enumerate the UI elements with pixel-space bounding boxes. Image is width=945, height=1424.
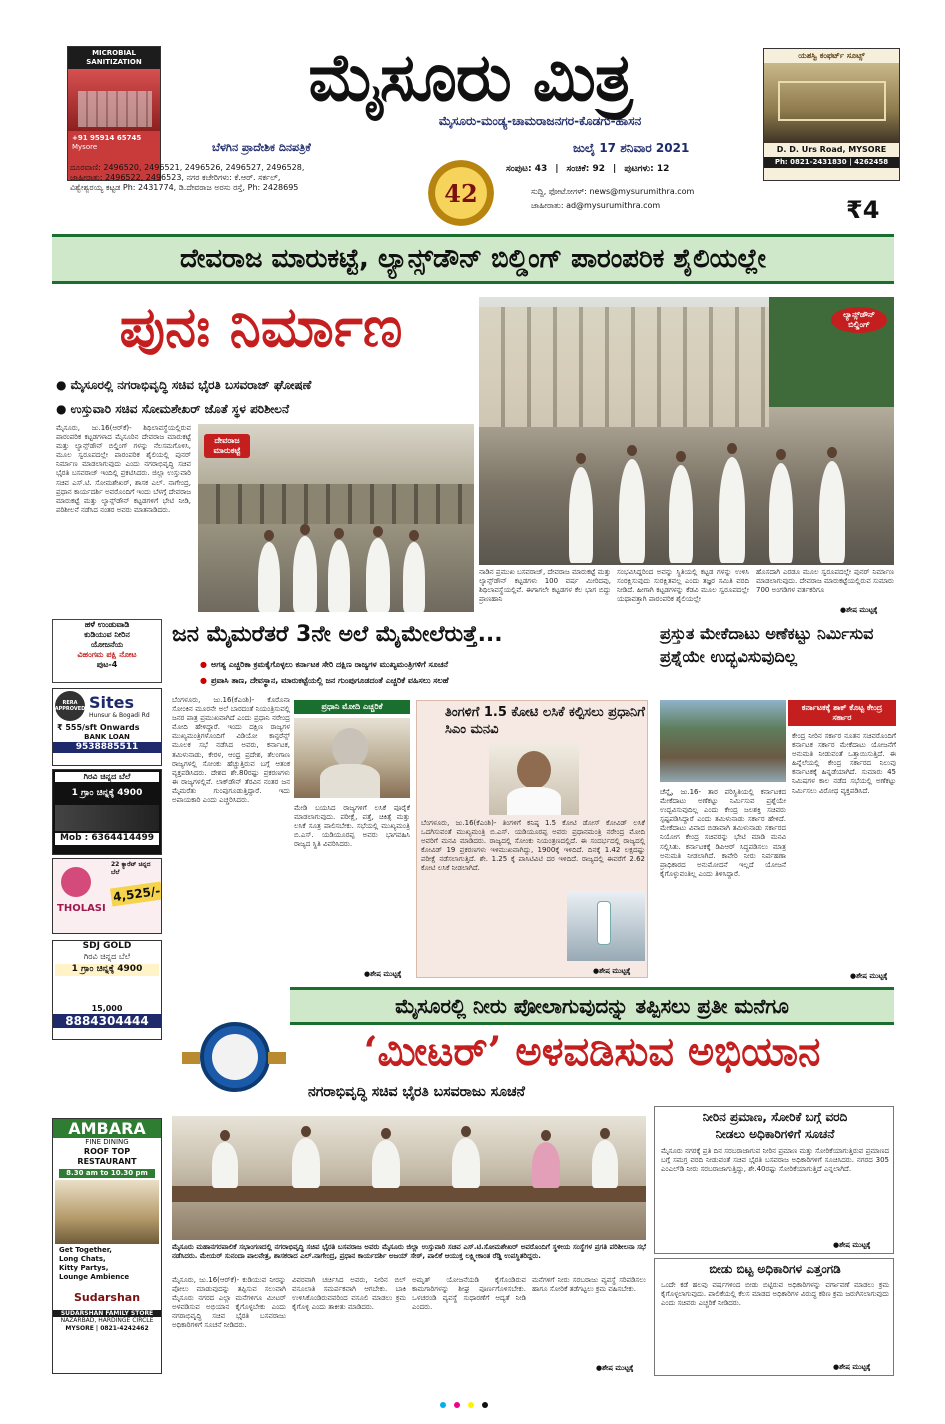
sites-loan: BANK LOAN: [84, 733, 130, 741]
rera-badge: RERA APPROVED: [55, 691, 85, 721]
sdj-phone: 8884304444: [53, 1014, 161, 1028]
lead-photo-left: [198, 424, 474, 612]
story7-continued: ●ಶೇಷ ಮುಟ್ಟಕ್ಕೆ: [833, 1363, 871, 1371]
story2-bullet-1: ● ಅಗತ್ಯ ಎಚ್ಚರಿಕಾ ಕ್ರಮಕೈಗೊಳ್ಳಲು ಕರ್ನಾಟಕ ಸೇರಿ ದಕ್ಷಿಣ ರಾಜ್ಯಗಳ ಮುಖ್ಯಮಂತ್ರಿಗಳಿಗೆ ಸೂಚನೆ: [200, 660, 640, 670]
story5-caption: ಮೈಸೂರು ಮಹಾನಗರಪಾಲಿಕೆ ಸಭಾಂಗಣದಲ್ಲಿ ನಗರಾಭಿವೃದ್ಧಿ ಸಚಿವ ಭೈರತಿ ಬಸವರಾಜ ಅವರು ಮೈಸೂರು ಜಿಲ್ಲಾ ಉಸ್ತುವಾರಿ ಸಚಿವ ಎಸ್.ಟಿ.ಸೋಮಶೇಖರ್ ಅವರೊಂದಿಗೆ ಸ್ಥಳೀಯ ಸಂಸ್ಥೆಗಳ ಪ್ರಗತಿ ಪರಿಶೀಲನಾ ಸಭೆ ನಡೆಸಿದರು. ಮೇಯರ್ ಸುನಂದಾ ಪಾಲನೇತ್ರ, ಶಾಸಕರಾದ ಎಲ್.ನಾಗೇಂದ್ರ, ಪ್ರಧಾನ ಕಾರ್ಯದರ್ಶಿ ಅಜಯ್ ಸೇಠ್, ಪಾಲಿಕೆ ಆಯುಕ್ತ ಲಕ್ಷ್ಮೀಕಾಂತ ರೆಡ್ಡಿ ಉಪಸ್ಥಿತರಿದ್ದರು.: [172, 1243, 646, 1261]
story5-body-3: ಅಮೃತ್ ಯೋಜನೆಯಡಿ ಕೈಗೊಂಡಿರುವ ಕಾಮಗಾರಿಗಳನ್ನು ಶೀಘ್ರ ಪೂರ್ಣಗೊಳಿಸಬೇಕು. ಒಳಚರಂಡಿ ವ್ಯವಸ್ಥೆ ಸುಧಾರಣೆಗೆ ಆದ್ಯತೆ ನೀಡಿ ಎಂದರು.: [412, 1276, 526, 1312]
water-meter-icon: [182, 1008, 286, 1112]
lead-kicker: ದೇವರಾಜ ಮಾರುಕಟ್ಟೆ, ಲ್ಯಾನ್ಸ್‌ಡೌನ್ ಬಿಲ್ಡಿಂಗ್ ಪಾರಂಪರಿಕ ಶೈಲಿಯಲ್ಲೇ: [180, 243, 766, 274]
lead-kicker-band: [52, 234, 894, 284]
story3-continued: ●ಶೇಷ ಮುಟ್ಟಕ್ಕೆ: [593, 967, 631, 975]
microbial-ad-city: Mysore: [72, 143, 98, 152]
tholasi-logo-icon: [61, 867, 91, 897]
issue-info: ಸಂಪುಟ: 43 | ಸಂಚಿಕೆ: 92 | ಪುಟಗಳು: 12: [506, 164, 670, 174]
phones-line-3: ವಿಶ್ವೇಶ್ವರಯ್ಯ ಕಟ್ಟಡ Ph: 2431774, ಡಿ.ದೇವರಾಜ ಅರಸು ರಸ್ತೆ, Ph: 2428695: [70, 183, 299, 192]
ambara-phone: MYSORE | 0821-4242462: [65, 1325, 149, 1333]
story2-photo-tag: ಪ್ರಧಾನಿ ಮೋದಿ ಎಚ್ಚರಿಕೆ: [294, 700, 410, 714]
story5-headline: ‘ಮೀಟರ್’ ಅಳವಡಿಸುವ ಅಭಿಯಾನ: [363, 1028, 821, 1075]
story4-body-2: ಕೇಂದ್ರ ನೀರಿನ ಸರ್ಕಾರ ನೂತನ ಸಚಿವರೊಂದಿಗೆ ಕರ್ನಾಟಕ ಸರ್ಕಾರ ಮೇಕೆದಾಟು ಯೋಜನೆಗೆ ಅನುಮತಿ ನೀಡುವಂತೆ ಒತ್ತಾಯಿಸುತ್ತಿದೆ. ಈ ಹಿನ್ನೆಲೆಯಲ್ಲಿ ಕೇಂದ್ರ ಸರ್ಕಾರದ ನಿಲುವು ಕರ್ನಾಟಕಕ್ಕೆ ಹಿನ್ನಡೆಯಾಗಿದೆ. ಸುಮಾರು 45 ನಿಮಿಷಗಳ ಕಾಲ ನಡೆದ ಸಭೆಯಲ್ಲಿ ಅಣೆಕಟ್ಟು ನಿರ್ಮಿಸಲು ವಿರೋಧ ವ್ಯಕ್ತಪಡಿಸಿದೆ.: [792, 732, 896, 795]
tholasi-price: 4,525/-: [110, 882, 162, 907]
issue-number: ಸಂಚಿಕೆ: 92: [566, 164, 606, 174]
sdj-rate: 1 ಗ್ರಾಂ ಚಿನ್ನಕ್ಕೆ 4900: [55, 964, 159, 975]
story7-box: [654, 1258, 894, 1376]
story4-body: ಚೆನ್ನೈ, ಜು.16- ತಾರ ಪರಿಸ್ಥಿತಿಯಲ್ಲಿ ಕರ್ನಾಟಕದ ಮೇಕೆದಾಟು ಅಣೆಕಟ್ಟು ನಿರ್ಮಿಸುವ ಪ್ರಶ್ನೆಯೇ ಉದ್ಭವಿಸುವುದಿಲ್ಲ ಎಂದು ಕೇಂದ್ರ ಜಲಶಕ್ತಿ ಸಚಿವರು ಸ್ಪಷ್ಟಪಡಿಸಿದ್ದಾರೆ ಎಂದು ತಮಿಳುನಾಡು ಸರ್ಕಾರ ಹೇಳಿದೆ. ಮೇಕೆದಾಟು ವಿವಾದ ಬಿಡಾವಾಗಿ ತಮಿಳುನಾಡು ಸರ್ಕಾರದ ನಿಯೋಗ ಕೇಂದ್ರ ಸಚಿವರನ್ನು ಭೇಟಿ ಮಾಡಿ ಮನವಿ ಸಲ್ಲಿಸಿತು. ಕರ್ನಾಟಕಕ್ಕೆ ಡಿಪಿಆರ್ ಸಿದ್ಧಪಡಿಸಲು ಮಾತ್ರ ಅನುಮತಿ ನೀಡಲಾಗಿದೆ. ಕಾವೇರಿ ನೀರು ನಿರ್ವಹಣಾ ಪ್ರಾಧಿಕಾರದ ಅನುಮೋದನೆ ಇಲ್ಲದೆ ಯೋಜನೆ ಕೈಗೊಳ್ಳುವಂತಿಲ್ಲ ಎಂದು ತಿಳಿಸಿದ್ದಾರೆ.: [660, 788, 786, 878]
lead-photo-right-tag: ಲ್ಯಾನ್ಸ್‌ಡೌನ್ ಬಿಲ್ಡಿಂಗ್: [831, 307, 887, 333]
story7-body: ಒಂದೇ ಕಡೆ ಹಲವು ವರ್ಷಗಳಿಂದ ಬೀಡು ಬಿಟ್ಟಿರುವ ಅಧಿಕಾರಿಗಳನ್ನು ವರ್ಗಾವಣೆ ಮಾಡಲು ಕ್ರಮ ಕೈಗೊಳ್ಳಲಾಗುವುದು. ಪಾಲಿಕೆಯಲ್ಲಿ ಕೆಲಸ ಮಾಡದ ಅಧಿಕಾರಿಗಳ ವಿರುದ್ಧ ಕಠಿಣ ಕ್ರಮ ಜರುಗಿಸಲಾಗುವುದು ಎಂದು ಸಚಿವರು ಎಚ್ಚರಿಕೆ ನೀಡಿದರು.: [661, 1281, 889, 1308]
story2-body: ಬೆಂಗಳೂರು, ಜು.16(ಕೆಎಂಶಿ)- ಕೊರೊನಾ ಸೋಂಕಿನ ಮೂರನೇ ಅಲೆ ಬಾರದಂತೆ ನಿಯಂತ್ರಿಸುವಲ್ಲಿ ಜನರ ಪಾತ್ರ ಪ್ರಮುಖವಾಗಿದೆ ಎಂದು ಪ್ರಧಾನಿ ನರೇಂದ್ರ ಮೋದಿ ಹೇಳಿದ್ದಾರೆ. ಇಂದು ದಕ್ಷಿಣ ರಾಜ್ಯಗಳ ಮುಖ್ಯಮಂತ್ರಿಗಳೊಂದಿಗೆ ವಿಡಿಯೋ ಕಾನ್ಫರೆನ್ಸ್ ಮೂಲಕ ಸಭೆ ನಡೆಸಿದ ಅವರು, ಕರ್ನಾಟಕ, ತಮಿಳುನಾಡು, ಕೇರಳ, ಆಂಧ್ರ ಪ್ರದೇಶ, ತೆಲಂಗಾಣ ರಾಜ್ಯಗಳಲ್ಲಿ ಸೋಂಕು ಹೆಚ್ಚುತ್ತಿರುವ ಬಗ್ಗೆ ಆತಂಕ ವ್ಯಕ್ತಪಡಿಸಿದರು. ದೇಶದ ಶೇ.80ರಷ್ಟು ಪ್ರಕರಣಗಳು ಈ ರಾಜ್ಯಗಳಲ್ಲಿವೆ. ಲಾಕ್‌ಡೌನ್ ತೆರವಿನ ನಂತರ ಜನ ಮೈಮರೆತು ಗುಂಪುಗೂಡುತ್ತಿದ್ದಾರೆ. ಇದು ಅಪಾಯಕಾರಿ ಎಂದು ಎಚ್ಚರಿಸಿದರು.: [172, 696, 290, 805]
story5-subhead: ನಗರಾಭಿವೃದ್ಧಿ ಸಚಿವ ಭೈರತಿ ಬಸವರಾಜು ಸೂಚನೆ: [308, 1084, 525, 1100]
microbial-ad-title: MICROBIAL SANITIZATION: [68, 47, 160, 69]
story6-body: ಮೈಸೂರು ನಗರಕ್ಕೆ ಪ್ರತಿ ದಿನ ಸರಬರಾಜಾಗುವ ನೀರಿನ ಪ್ರಮಾಣ ಮತ್ತು ಸೋರಿಕೆಯಾಗುತ್ತಿರುವ ಪ್ರಮಾಣದ ಬಗ್ಗೆ ಸಮಗ್ರ ವರದಿ ನೀಡುವಂತೆ ಸಚಿವ ಭೈರತಿ ಬಸವರಾಜ ಅಧಿಕಾರಿಗಳಿಗೆ ಸೂಚಿಸಿದರು. ನಗರದ 305 ಎಂಎಲ್‌ಡಿ ನೀರು ಸರಬರಾಜಾಗುತ್ತಿದ್ದು, ಶೇ.40ರಷ್ಟು ಸೋರಿಕೆಯಾಗುತ್ತಿದೆ ಎನ್ನಲಾಗಿದೆ.: [661, 1147, 889, 1174]
yashasvi-name: ಯಶಸ್ವಿ ಕಂಫರ್ಟ್ ಸೂಟ್ಸ್: [798, 51, 865, 60]
ambara-hotel: Sudarshan: [73, 1290, 141, 1304]
story5-kicker-band: [290, 987, 894, 1025]
lead-photo-right: [479, 297, 894, 565]
story4-photo-tag: ಕರ್ನಾಟಕಕ್ಕೆ ಶಾಕ್ ಕೊಟ್ಟ ಕೇಂದ್ರ ಸರ್ಕಾರ: [788, 700, 896, 726]
ambara-tag-1: Get Together,: [59, 1246, 112, 1255]
lead-caption-3: ಹೊಸದಾಗಿ ಎರಡೂ ಮೂಲ ಸ್ವರೂಪದಲ್ಲೇ ಪುನರ್ ನಿರ್ಮಾಣ ಮಾಡಲಾಗುವುದು. ದೇವರಾಜ ಮಾರುಕಟ್ಟೆಯಲ್ಲಿರುವ ಸುಮಾರು 700 ಅಂಗಡಿಗಳ ವರ್ತಕರಿಗೂ: [756, 568, 894, 595]
story3-headline: ತಿಂಗಳಿಗೆ 1.5 ಕೋಟಿ ಲಸಿಕೆ ಕಲ್ಪಿಸಲು ಪ್ರಧಾನಿಗೆ ಸಿಎಂ ಮನವಿ: [445, 705, 645, 737]
email-ad: ಜಾಹೀರಾತು: ad@mysurumithra.com: [531, 201, 661, 210]
masthead-title: ಮೈಸೂರು ಮಿತ್ರ: [308, 38, 632, 116]
phones-line-1: ದೂರವಾಣಿ: 2496520, 2496521, 2496526, 2496527, 2496528,: [70, 163, 305, 172]
story6-headline-2: ನೀಡಲು ಅಧಿಕಾರಿಗಳಿಗೆ ಸೂಚನೆ: [715, 1127, 835, 1141]
gold-ad-rate: 1 ಗ್ರಾಂ ಚಿನ್ನಕ್ಕೆ 4900: [71, 788, 143, 798]
ambara-store: SUDARSHAN FAMILY STORE: [53, 1310, 161, 1318]
gold-ad-mob: Mob : 6364414499: [55, 833, 159, 844]
ambara-tag-3: Kitty Partys,: [59, 1264, 109, 1273]
ambara-subtitle: FINE DINING: [85, 1138, 129, 1146]
masthead-tagline: ಬೆಳಗಿನ ಪ್ರಾದೇಶಿಕ ದಿನಪತ್ರಿಕೆ: [212, 141, 311, 154]
sites-phone: 9538885511: [53, 742, 161, 753]
email-news: ಸುದ್ದಿ, ಫೋಟೋಗಳ್: news@mysurumithra.com: [531, 187, 695, 196]
puzzle-line-2: ಕುಡಿಯುವ ನೀರಿನ: [84, 630, 130, 639]
story5-continued: ●ಶೇಷ ಮುಟ್ಟಕ್ಕೆ: [596, 1364, 634, 1372]
ambara-tag-2: Long Chats,: [59, 1255, 106, 1264]
sites-title: Sites: [89, 692, 135, 712]
puzzle-line-1: ಹಳೆ ಉಂಡುವಾಡಿ: [84, 620, 130, 629]
story2-continued: ●ಶೇಷ ಮುಟ್ಟಕ್ಕೆ: [364, 970, 402, 978]
masthead-subtitle: ಮೈಸೂರು-ಮಂಡ್ಯ-ಚಾಮರಾಜನಗರ-ಕೊಡಗು-ಹಾಸನ: [438, 114, 642, 128]
story3-box: [416, 700, 648, 978]
story6-continued: ●ಶೇಷ ಮುಟ್ಟಕ್ಕೆ: [833, 1241, 871, 1249]
lead-photo-left-tag: ದೇವರಾಜ ಮಾರುಕಟ್ಟೆ: [204, 434, 250, 458]
anniversary-emblem: [428, 160, 494, 226]
microbial-sanitization-ad[interactable]: [67, 46, 161, 181]
sdj-subtitle: ಗಿರವಿ ಚಿನ್ನದ ಬೆಲೆ: [83, 952, 131, 962]
story4-headline: ಪ್ರಸ್ತುತ ಮೇಕೆದಾಟು ಅಣೆಕಟ್ಟು ನಿರ್ಮಿಸುವ ಪ್ರಶ್ನೆಯೇ ಉದ್ಭವಿಸುವುದಿಲ್ಲ: [660, 624, 874, 667]
story5-body-4: ಮನೆಗಳಿಗೆ ನೀರು ಸರಬರಾಜು ವ್ಯವಸ್ಥೆ ಸರಿಪಡಿಸಲು ಹಾಗೂ ಸೋರಿಕೆ ತಡೆಗಟ್ಟಲು ಕ್ರಮ ವಹಿಸಬೇಕು.: [532, 1276, 646, 1294]
story7-headline: ಬೀಡು ಬಿಟ್ಟ ಅಧಿಕಾರಿಗಳ ಎತ್ತಂಗಡಿ: [709, 1262, 841, 1276]
ambara-roof: ROOF TOP RESTAURANT: [77, 1147, 137, 1167]
lead-bullet-2: ● ಉಸ್ತುವಾರಿ ಸಚಿವ ಸೋಮಶೇಖರ್ ಜೊತೆ ಸ್ಥಳ ಪರಿಶೀಲನೆ: [56, 402, 476, 417]
sdj-amount: 15,000: [91, 1003, 123, 1013]
story2-headline: ಜನ ಮೈಮರೆತರೆ 3ನೇ ಅಲೆ ಮೈಮೇಲೆರುತ್ತೆ...: [172, 622, 503, 647]
lead-body: ಮೈಸೂರು, ಜು.16(ಆರ್‌ಕೆ)- ಶಿಥಿಲಾವಸ್ಥೆಯಲ್ಲಿರುವ ಪಾರಂಪರಿಕ ಕಟ್ಟಡಗಳಾದ ಮೈಸೂರಿನ ದೇವರಾಜ ಮಾರುಕಟ್ಟೆ ಮತ್ತು ಲ್ಯಾನ್ಸ್‌ಡೌನ್ ಬಿಲ್ಡಿಂಗ್ ಗಳನ್ನು ನೆಲಸಮಗೊಳಿಸಿ, ಮೂಲ ಸ್ವರೂಪದಲ್ಲೇ ಪಾರಂಪರಿಕ ಶೈಲಿಯಲ್ಲಿ ಪುನರ್ ನಿರ್ಮಾಣ ಮಾಡಲಾಗುವುದು ಎಂದು ನಗರಾಭಿವೃದ್ಧಿ ಸಚಿವ ಭೈರತಿ ಬಸವರಾಜ್ ಇಂದಿಲ್ಲಿ ಪ್ರಕಟಿಸಿದರು. ಜಿಲ್ಲಾ ಉಸ್ತುವಾರಿ ಸಚಿವ ಎಸ್.ಟಿ. ಸೋಮಶೇಖರ್, ಶಾಸಕ ಎಲ್. ನಾಗೇಂದ್ರ, ಪ್ರಧಾನ ಕಾರ್ಯದರ್ಶಿ ಅವರೊಂದಿಗೆ ಇಂದು ಬೆಳಗ್ಗೆ ದೇವರಾಜ ಮಾರುಕಟ್ಟೆ ಮತ್ತು ಲ್ಯಾನ್ಸ್‌ಡೌನ್ ಕಟ್ಟಡಗಳಿಗೆ ಭೇಟಿ ನೀಡಿ, ಪರಿಶೀಲನೆ ನಡೆಸಿದ ನಂತರ ಅವರು ಮಾತನಾಡಿದರು.: [56, 424, 191, 514]
story5-body-2: ವಿವರವಾಗಿ ಚರ್ಚಿಸಿದ ಅವರು, ನೀರಿನ ಬಿಲ್ ವಸೂಲಾತಿ ಸಮರ್ಪಕವಾಗಿ ಆಗಬೇಕು. ಬಾಕಿ ಉಳಿಸಿಕೊಂಡಿರುವವರಿಂದ ವಸೂಲಿ ಮಾಡಲು ಕ್ರಮ ಕೈಗೊಳ್ಳಿ ಎಂದು ತಾಕೀತು ಮಾಡಿದರು.: [292, 1276, 406, 1312]
microbial-ad-phone: +91 95914 65745: [72, 134, 142, 143]
story5-photo-meeting: [172, 1116, 646, 1240]
story4-continued: ●ಶೇಷ ಮುಟ್ಟಕ್ಕೆ: [850, 972, 888, 980]
story3-body: ಬೆಂಗಳೂರು, ಜು.16(ಕೆಎಂಶಿ)- ತಿಂಗಳಿಗೆ ಕನಿಷ್ಠ 1.5 ಕೋಟಿ ಡೋಸ್ ಕೋವಿಡ್ ಲಸಿಕೆ ಒದಗಿಸುವಂತೆ ಮುಖ್ಯಮಂತ್ರಿ ಬಿ.ಎಸ್. ಯಡಿಯೂರಪ್ಪ ಅವರು ಪ್ರಧಾನಮಂತ್ರಿ ನರೇಂದ್ರ ಮೋದಿ ಅವರಿಗೆ ಮನವಿ ಮಾಡಿದರು. ರಾಜ್ಯದಲ್ಲಿ ಸೋಂಕು ನಿಯಂತ್ರಣದಲ್ಲಿದೆ. ಈ ಸಂದರ್ಭದಲ್ಲಿ ರಾಜ್ಯದಲ್ಲಿ ಕೋವಿಡ್ 19 ಪ್ರಕರಣಗಳು ಇಳಿಮುಖವಾಗಿದ್ದು, 1900ಕ್ಕೆ ಇಳಿದಿದೆ. ದಿನಕ್ಕೆ 1.42 ಲಕ್ಷದಷ್ಟು ಪರೀಕ್ಷೆ ನಡೆಸಲಾಗುತ್ತಿದೆ. ಶೇ. 1.25 ಕ್ಕೆ ಪಾಸಿಟಿವಿಟಿ ದರ ಇಳಿದಿದೆ. ರಾಜ್ಯದಲ್ಲಿ ಈವರೆಗೆ 2.62 ಕೋಟಿ ಲಸಿಕೆ ನೀಡಲಾಗಿದೆ.: [421, 819, 645, 873]
story2-photo-modi: [294, 718, 410, 798]
ambara-tag-4: Lounge Ambience: [59, 1273, 130, 1282]
gold-ad-title: ಗಿರವಿ ಚಿನ್ನದ ಬೆಲೆ: [55, 772, 159, 782]
story4-photo-dam: [660, 700, 786, 782]
lead-continued: ●ಶೇಷ ಮುಟ್ಟಕ್ಕೆ: [840, 606, 878, 614]
yashasvi-hotel-ad[interactable]: [763, 48, 900, 181]
ambara-photo: [55, 1180, 159, 1244]
lead-headline: ಪುನಃ ನಿರ್ಮಾಣ: [119, 294, 403, 360]
print-color-marks: [440, 1402, 488, 1408]
contact-phones: [70, 163, 425, 193]
story5-kicker: ಮೈಸೂರಲ್ಲಿ ನೀರು ಪೋಲಾಗುವುದನ್ನು ತಪ್ಪಿಸಲು ಪ್ರತೀ ಮನೆಗೂ: [395, 994, 789, 1018]
yashasvi-address: D. D. Urs Road, MYSORE: [776, 145, 887, 154]
puzzle-promo[interactable]: [52, 619, 162, 683]
phones-line-2: ಜಾಹೀರಾತು: 2496522, 2496523, ನಗರ ಕಚೇರಿಗಳು: ಕೆ.ಆರ್. ಸರ್ಕಲ್,: [70, 173, 281, 182]
gold-rate-ad[interactable]: [52, 769, 162, 855]
sdj-gold-ad[interactable]: [52, 940, 162, 1040]
anniversary-number: 42: [444, 178, 478, 208]
masthead-date: ಜುಲೈ 17 ಶನಿವಾರ 2021: [573, 141, 690, 155]
story3-photo-vaccine: [567, 891, 645, 961]
sites-location: Hunsur & Bogadi Rd: [89, 711, 150, 719]
lead-caption-1: ನಾಡಿನ ಪ್ರಮುಖ ಬಸವರಾಜ್, ದೇವರಾಜ ಮಾರುಕಟ್ಟೆ ಮತ್ತು ಲ್ಯಾನ್ಸ್‌ಡೌನ್ ಕಟ್ಟಡಗಳು 100 ವರ್ಷ ಮೀರಿದವು, ಶಿಥಿಲಾವಸ್ಥೆಯಲ್ಲಿವೆ. ಈಗಾಗಲೇ ಕಟ್ಟಡಗಳ ಕೆಲ ಭಾಗ ಬಿದ್ದು ಪ್ರಾಣಹಾನಿ: [479, 568, 611, 604]
story5-body-1: ಮೈಸೂರು, ಜು.16(ಆರ್‌ಕೆ)- ಕುಡಿಯುವ ನೀರನ್ನು ಪೋಲು ಮಾಡುವುದನ್ನು ತಪ್ಪಿಸುವ ಸಲುವಾಗಿ ಮೈಸೂರು ನಗರದ ಎಲ್ಲಾ ಮನೆಗಳಿಗೂ ಮೀಟರ್ ಅಳವಡಿಸುವ ಅಭಿಯಾನ ಕೈಗೊಳ್ಳಬೇಕು ಎಂದು ನಗರಾಭಿವೃದ್ಧಿ ಸಚಿವ ಭೈರತಿ ಬಸವರಾಜು ಅಧಿಕಾರಿಗಳಿಗೆ ಸೂಚನೆ ನೀಡಿದರು.: [172, 1276, 286, 1330]
yashasvi-photo: [764, 63, 899, 143]
price: ₹4: [846, 196, 880, 224]
sdj-title: SDJ GOLD: [82, 941, 132, 951]
tholasi-ad[interactable]: [52, 858, 162, 934]
puzzle-line-4: ವಿಹಂಗಮ ಪಕ್ಷಿ ನೋಟ: [77, 650, 137, 659]
story6-box: [654, 1106, 894, 1254]
story2-body-2: ಮೇಡಿ ಬಯಸಿದ ರಾಜ್ಯಗಳಿಗೆ ಲಸಿಕೆ ಪೂರೈಕೆ ಮಾಡಲಾಗುವುದು. ಪರೀಕ್ಷೆ, ಪತ್ತೆ, ಚಿಕಿತ್ಸೆ ಮತ್ತು ಲಸಿಕೆ ಸೂತ್ರ ಪಾಲಿಸಬೇಕು. ಸಭೆಯಲ್ಲಿ ಮುಖ್ಯಮಂತ್ರಿ ಬಿ.ಎಸ್. ಯಡಿಯೂರಪ್ಪ ಅವರು ಭಾಗವಹಿಸಿ ರಾಜ್ಯದ ಸ್ಥಿತಿ ವಿವರಿಸಿದರು.: [294, 804, 410, 849]
sites-ad[interactable]: [52, 688, 162, 766]
story2-bullet-2: ● ಪ್ರವಾಸಿ ತಾಣ, ದೇವಸ್ಥಾನ, ಮಾರುಕಟ್ಟೆಯಲ್ಲಿ ಜನ ಗುಂಪುಗೂಡದಂತೆ ಎಚ್ಚರಿಕೆ ವಹಿಸಲು ಸಲಹೆ: [200, 676, 640, 686]
tholasi-name: THOLASI: [57, 903, 106, 914]
tholasi-label: 22 ಕ್ಯಾರೆಟ್ ಚಿನ್ನದ ಬೆಲೆ: [111, 861, 151, 876]
volume-number: ಸಂಪುಟ: 43: [506, 164, 548, 174]
page-count: ಪುಟಗಳು: 12: [624, 164, 670, 174]
ambara-time: 8.30 am to 10.30 pm: [59, 1169, 155, 1178]
puzzle-line-5: ಪುಟ-4: [96, 660, 118, 669]
lead-caption-2: ಸಂಭವಿಸಿದ್ದರಿಂದ ಅವನ್ನು ಸ್ಥಿತಿಯಲ್ಲಿ ಕಟ್ಟಡ ಗಳನ್ನು ಉಳಿಸಿ ಸಂರಕ್ಷಿಸುವುದು ಸುರಕ್ಷಿತವಲ್ಲ ಎಂದು ತಜ್ಞರ ಸಮಿತಿ ವರದಿ ನೀಡಿದೆ. ಹೀಗಾಗಿ ಕಟ್ಟಡಗಳನ್ನು ಕೆಡವಿ ಮೂಲ ಸ್ವರೂಪದಲ್ಲೇ ಯಥಾವತ್ತಾಗಿ ಪಾರಂಪರಿಕ ಶೈಲಿಯಲ್ಲೇ: [617, 568, 749, 604]
story6-headline-1: ನೀರಿನ ಪ್ರಮಾಣ, ಸೋರಿಕೆ ಬಗ್ಗೆ ವರದಿ: [702, 1110, 848, 1124]
ambara-address: NAZARBAD, HARDINGE CIRCLE: [60, 1317, 154, 1325]
sites-price: ₹ 555/sft Onwards: [57, 723, 140, 732]
lead-bullet-1: ● ಮೈಸೂರಲ್ಲಿ ನಗರಾಭಿವೃದ್ಧಿ ಸಚಿವ ಭೈರತಿ ಬಸವರಾಜ್ ಘೋಷಣೆ: [56, 378, 476, 393]
yashasvi-phone: Ph: 0821-2431830 | 4262458: [764, 157, 899, 168]
story3-photo-cm: [489, 743, 579, 815]
puzzle-line-3: ಯೋಜನೆಯ: [90, 640, 124, 649]
ambara-name: AMBARA: [53, 1119, 161, 1138]
ambara-restaurant-ad[interactable]: [52, 1118, 162, 1374]
